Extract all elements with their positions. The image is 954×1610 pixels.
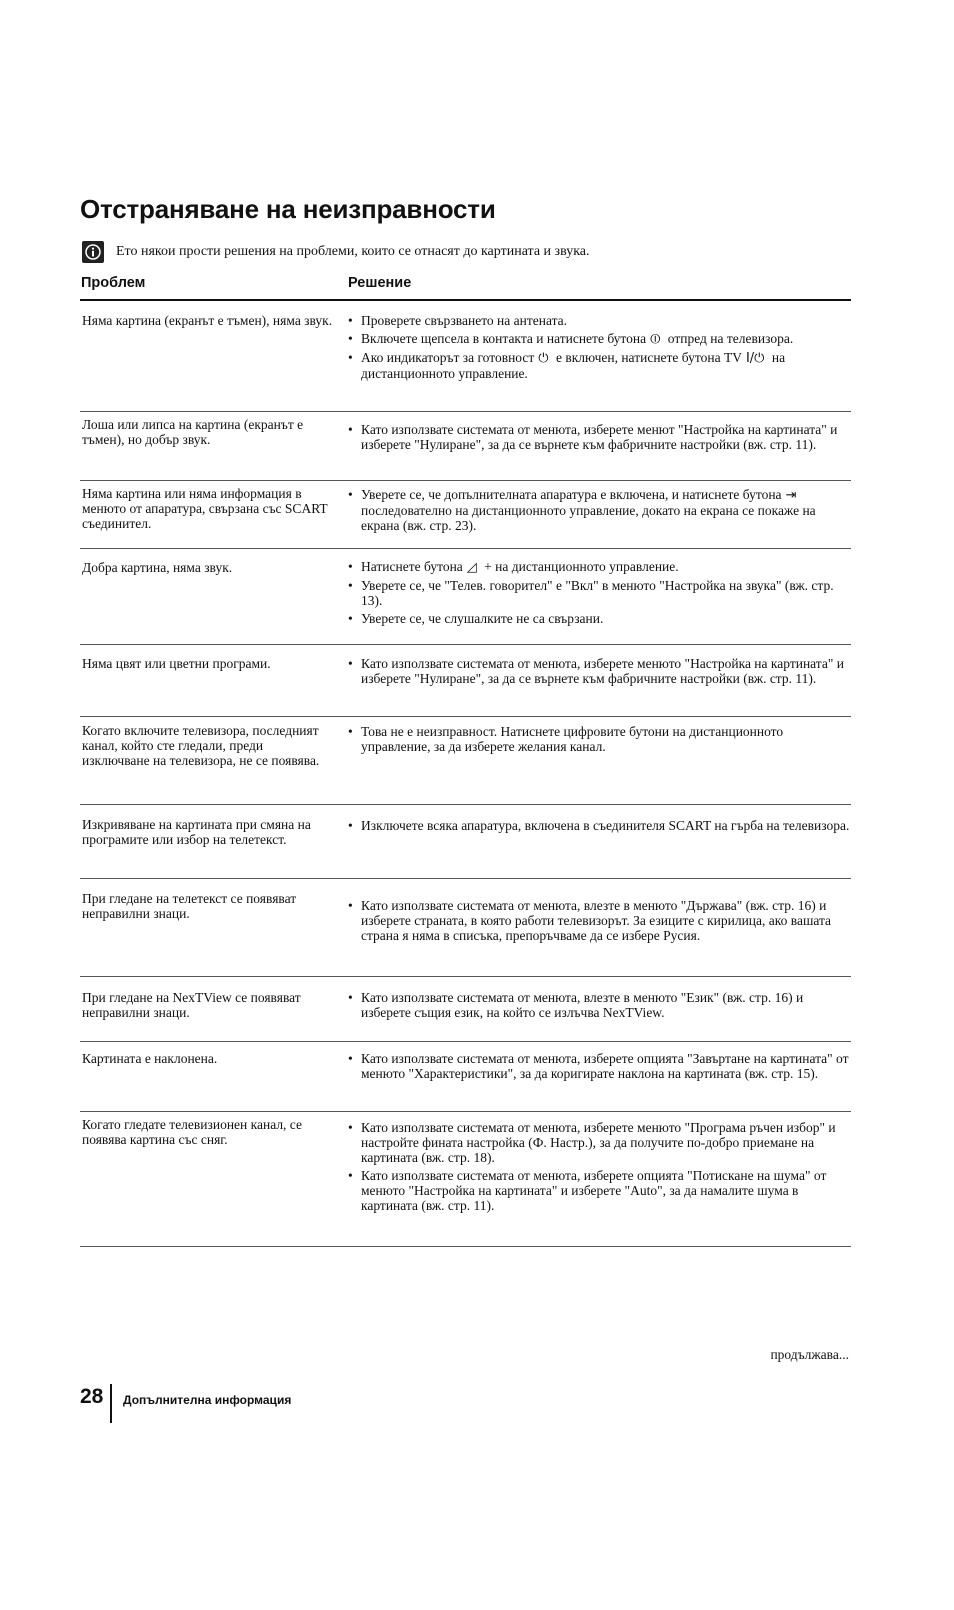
- problem-text: Когато гледате телевизионен канал, се появява картина със сняг.: [82, 1117, 302, 1147]
- solution-item: [348, 331, 851, 347]
- problem-text: Картината е наклонена.: [82, 1051, 218, 1066]
- solution-item: [348, 818, 851, 833]
- bullet: •: [348, 559, 353, 574]
- footer-divider: [110, 1384, 112, 1423]
- problem-text: Когато включите телевизора, последният канал, който сте гледали, преди изключване на телевизора, не се появява.: [82, 723, 320, 768]
- solution-item: [348, 1051, 851, 1081]
- button-symbol-icon: ⇥: [785, 488, 797, 503]
- bullet: •: [348, 578, 353, 593]
- solution-text: Като използвате системата от менюта, изберете менют "Настройка на картината" и изберете "Нулиране", за да се върнете към фабричните настройки (вж. стр. 11).: [361, 422, 838, 452]
- header-rule: [80, 299, 851, 301]
- problem-text: Добра картина, няма звук.: [82, 560, 233, 575]
- solution-text: + на дистанционното управление.: [484, 559, 679, 574]
- solution-text: Уверете се, че допълнителната апаратура е включена, и натиснете бутона: [361, 487, 782, 502]
- solution-item: [348, 313, 851, 328]
- solution-item: [348, 422, 851, 452]
- button-symbol-icon: ⏼: [650, 332, 661, 347]
- row-divider: [80, 411, 851, 412]
- solution-item: [348, 656, 851, 686]
- solution-text: Като използвате системата от менюта, изберете менюто "Програма ръчен избор" и настройте фината настройка (Ф. Настр.), за да получите по-добро приемане на картината (вж. стр. 18).: [361, 1120, 836, 1165]
- bullet: •: [348, 1120, 353, 1135]
- solution-text: Изключете всяка апаратура, включена в съединителя SCART на гърба на телевизора.: [361, 818, 850, 833]
- bullet: •: [348, 350, 353, 365]
- solution-text: на дистанционното управление.: [361, 350, 786, 381]
- intro-text: Ето някои прости решения на проблеми, които се отнасят до картината и звука.: [116, 244, 590, 259]
- solution-item: [348, 898, 851, 943]
- problem-text: При гледане на NexTView се появяват неправилни знаци.: [82, 990, 301, 1020]
- solution-text: Натиснете бутона: [361, 559, 463, 574]
- solution-text: Като използвате системата от менюта, влезте в менюто "Държава" (вж. стр. 16) и изберете страната, в която работи телевизорът. За езиците с кирилица, ако вашата страна я няма в списъка, препоръчваме да се избере Русия.: [361, 898, 832, 943]
- bullet: •: [348, 331, 353, 346]
- solution-item: [348, 611, 851, 626]
- solution-item: [348, 1120, 851, 1165]
- row-divider: [80, 1111, 851, 1112]
- bullet: •: [348, 818, 353, 833]
- bullet: •: [348, 487, 353, 502]
- page-number: 28: [80, 1385, 104, 1408]
- solution-item: [348, 578, 851, 608]
- row-divider: [80, 976, 851, 977]
- problem-text: При гледане на телетекст се появяват неправилни знаци.: [82, 891, 297, 921]
- bullet: •: [348, 313, 353, 328]
- row-divider: [80, 878, 851, 879]
- solution-list: [348, 313, 851, 384]
- solution-text: Уверете се, че слушалките не са свързани.: [361, 611, 604, 626]
- solution-text: Уверете се, че "Телев. говорител" е "Вкл" в менюто "Настройка на звука" (вж. стр. 13).: [361, 578, 834, 608]
- problem-text: Лоша или липса на картина (екранът е тъмен), но добър звук.: [82, 417, 304, 447]
- solution-list: [348, 724, 851, 757]
- bullet: •: [348, 1051, 353, 1066]
- row-divider: [80, 804, 851, 805]
- info-icon: [82, 241, 104, 263]
- solution-item: [348, 990, 851, 1020]
- solution-text: Това не е неизправност. Натиснете цифровите бутони на дистанционното управление, за да изберете желания канал.: [361, 724, 784, 754]
- solution-text: Проверете свързването на антената.: [361, 313, 568, 328]
- solution-text: Ако индикаторът за готовност: [361, 350, 535, 365]
- solution-text: Като използвате системата от менюта, изберете опцията "Завъртане на картината" от менюто "Характеристики", за да коригирате наклона на картината (вж. стр. 15).: [361, 1051, 849, 1081]
- intro: [82, 241, 590, 263]
- solution-list: [348, 818, 851, 836]
- solution-item: [348, 1168, 851, 1213]
- bullet: •: [348, 1168, 353, 1183]
- bullet: •: [348, 724, 353, 739]
- solution-list: [348, 898, 851, 946]
- page-title: Отстраняване на неизправности: [80, 194, 496, 224]
- table-bottom-rule: [80, 1246, 851, 1247]
- row-divider: [80, 644, 851, 645]
- solution-text: Включете щепсела в контакта и натиснете бутона: [361, 331, 647, 346]
- solution-text: отпред на телевизора.: [667, 331, 794, 346]
- bullet: •: [348, 422, 353, 437]
- solution-list: [348, 487, 851, 536]
- solution-text: Като използвате системата от менюта, изберете менюто "Настройка на картината" и изберете "Нулиране", за да се върнете към фабричните настройки (вж. стр. 11).: [361, 656, 844, 686]
- solution-list: [348, 1120, 851, 1216]
- row-divider: [80, 548, 851, 549]
- button-symbol-icon: ⏻: [538, 351, 549, 366]
- section-name: Допълнителна информация: [123, 1393, 292, 1407]
- row-divider: [80, 480, 851, 481]
- solution-text: последователно на дистанционното управление, докато на екрана се покаже на екрана (вж. стр. 23).: [361, 503, 816, 533]
- solution-item: [348, 724, 851, 754]
- row-divider: [80, 1041, 851, 1042]
- solution-list: [348, 656, 851, 689]
- solution-text: е включен, натиснете бутона TV: [555, 350, 742, 365]
- solution-list: [348, 422, 851, 455]
- solution-text: Като използвате системата от менюта, изберете опцията "Потискане на шума" от менюто "Настройка на картината" и изберете "Auto", за да намалите шума в картината (вж. стр. 11).: [361, 1168, 827, 1213]
- problem-text: Изкривяване на картината при смяна на програмите или избор на телетекст.: [82, 817, 311, 847]
- solution-item: [348, 559, 851, 575]
- bullet: •: [348, 990, 353, 1005]
- bullet: •: [348, 611, 353, 626]
- bullet: •: [348, 656, 353, 671]
- button-symbol-icon: I/⏻: [745, 351, 765, 366]
- continues-note: продължава...: [770, 1347, 849, 1362]
- solution-item: [348, 487, 851, 533]
- problem-text: Няма цвят или цветни програми.: [82, 656, 271, 671]
- button-symbol-icon: ◿: [466, 560, 477, 575]
- solution-list: [348, 559, 851, 629]
- solution-item: [348, 350, 851, 381]
- bullet: •: [348, 898, 353, 913]
- problem-text: Няма картина или няма информация в менюто от апаратура, свързана със SCART съединител.: [82, 486, 328, 531]
- solution-list: [348, 1051, 851, 1084]
- row-divider: [80, 716, 851, 717]
- solution-column-header: Решение: [348, 275, 412, 291]
- problem-column-header: Проблем: [81, 275, 146, 291]
- solution-text: Като използвате системата от менюта, влезте в менюто "Език" (вж. стр. 16) и изберете същия език, на който се излъчва NexTView.: [361, 990, 804, 1020]
- problem-text: Няма картина (екранът е тъмен), няма звук.: [82, 313, 333, 328]
- solution-list: [348, 990, 851, 1023]
